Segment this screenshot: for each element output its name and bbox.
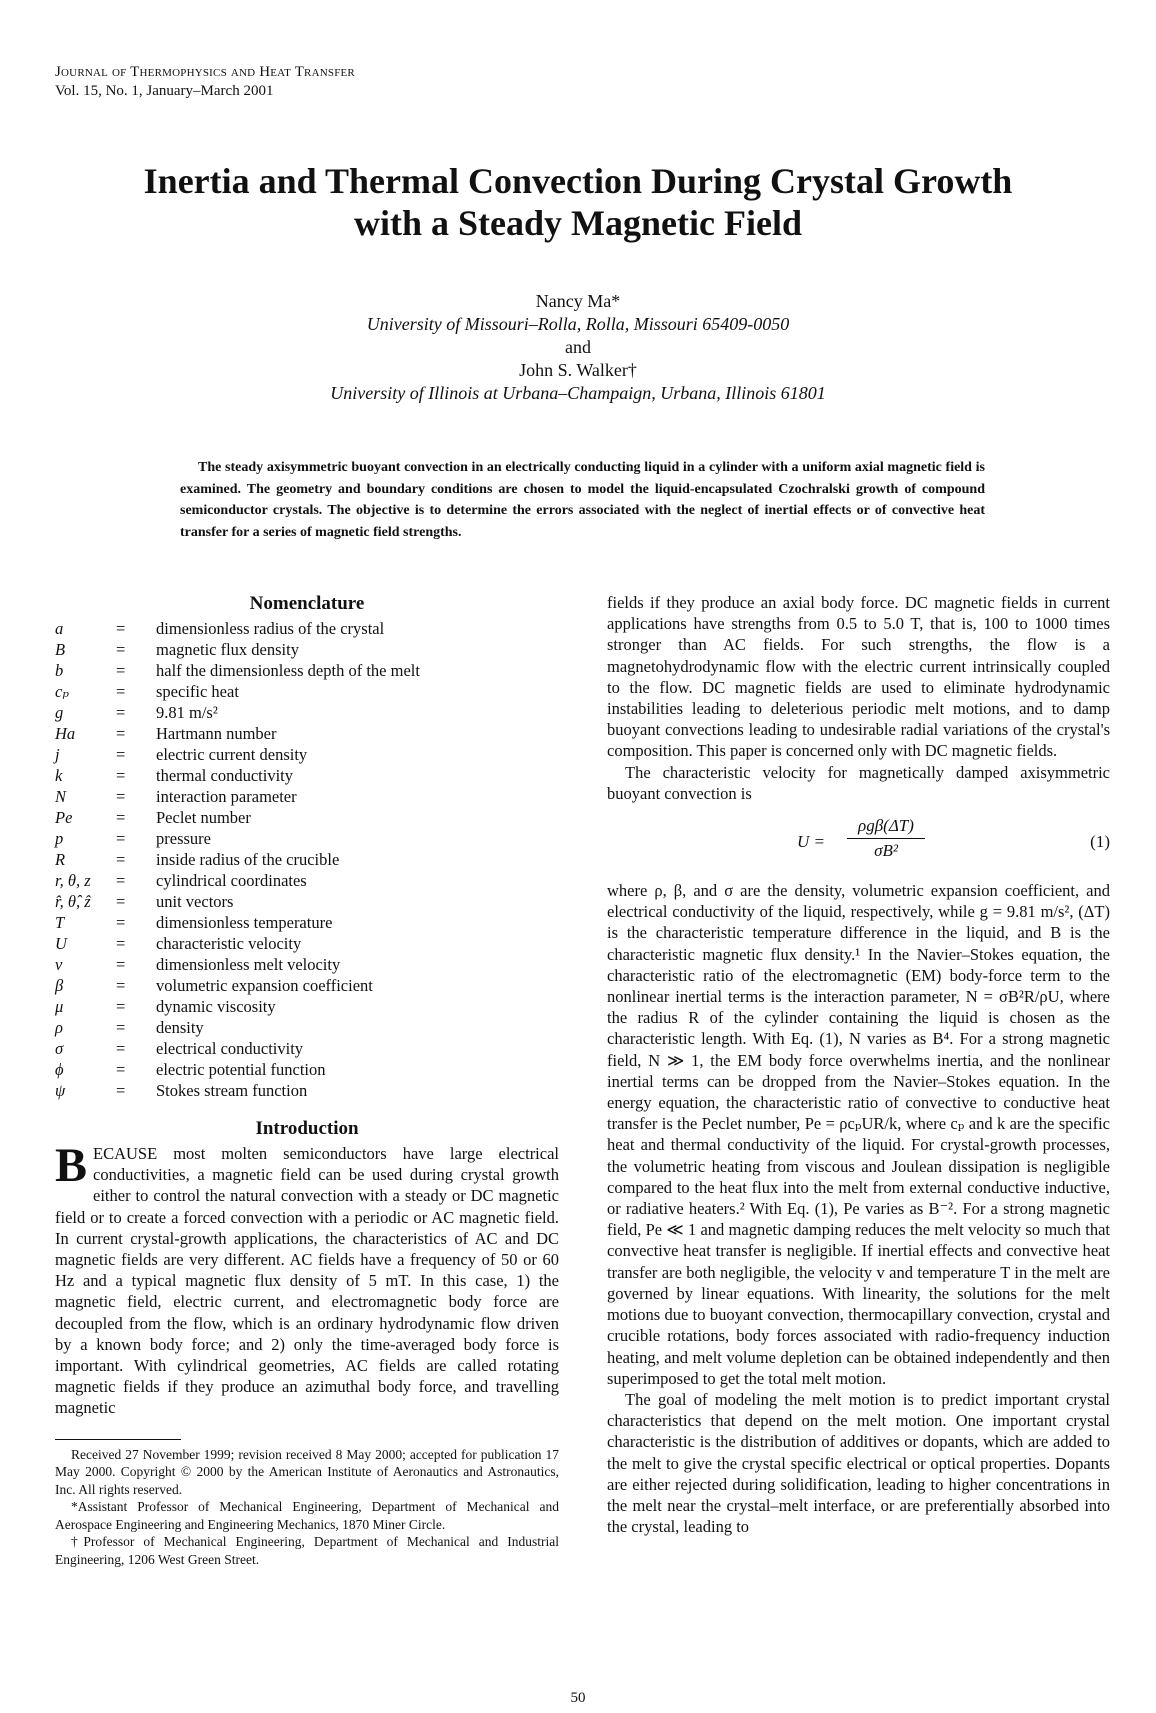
nomenclature-equals: = — [116, 619, 126, 638]
nomenclature-definition: inside radius of the crucible — [156, 850, 340, 869]
affiliation-2: University of Illinois at Urbana–Champaign, Urbana, Illinois 61801 — [330, 383, 826, 403]
nomenclature-equals: = — [116, 955, 126, 974]
nomenclature-row — [55, 1059, 420, 1080]
right-paragraph-2: The characteristic velocity for magnetically damped axisymmetric buoyant convection is — [607, 762, 1110, 803]
nomenclature-symbol: r̂, θ̂, ẑ — [55, 892, 91, 911]
introduction-paragraph — [55, 1139, 559, 1419]
nomenclature-row — [55, 1038, 420, 1059]
paper-title — [60, 160, 1096, 244]
nomenclature-row — [55, 996, 420, 1017]
nomenclature-symbol: b — [55, 661, 64, 680]
right-paragraph-4: The goal of modeling the melt motion is to predict important crystal characteristics that depend on the melt motion. One important crystal characteristic is the distribution of additives or dopants, which are added to the melt to give the crystal specific electrical or optical properties. Dopants are either rejected during solidification, leading to higher concentrations in the melt near the crystal–melt interface, or are preferentially absorbed into the crystal, leading to — [607, 1389, 1110, 1537]
nomenclature-definition: dynamic viscosity — [156, 997, 276, 1016]
nomenclature-heading: Nomenclature — [249, 593, 365, 614]
abstract-text: The steady axisymmetric buoyant convection in an electrically conducting liquid in a cylinder with a uniform axial magnetic field is examined. The geometry and boundary conditions are chosen to model the liquid-encapsulated Czochralski growth of compound semiconductor crystals. The objective is to determine the errors associated with the neglect of inertial effects or of convective heat transfer for a series of magnetic field strengths. — [180, 460, 985, 540]
nomenclature-symbol: p — [55, 829, 64, 848]
footnote-author-1: *Assistant Professor of Mechanical Engineering, Department of Mechanical and Aerospace Engineering and Engineering Mechanics, 1870 Miner Circle. — [55, 1499, 559, 1532]
abstract — [180, 457, 985, 543]
nomenclature-equals: = — [116, 1018, 126, 1037]
nomenclature-symbol: μ — [55, 997, 64, 1016]
nomenclature-row — [55, 723, 420, 744]
nomenclature-equals: = — [116, 976, 126, 995]
nomenclature-row — [55, 618, 420, 639]
nomenclature-row — [55, 639, 420, 660]
nomenclature-definition: Stokes stream function — [156, 1081, 308, 1100]
dropcap-letter: B — [55, 1139, 88, 1192]
nomenclature-symbol: B — [55, 640, 66, 659]
nomenclature-equals: = — [116, 1039, 126, 1058]
nomenclature-row — [55, 933, 420, 954]
equation-denominator: σB² — [874, 841, 898, 861]
nomenclature-row — [55, 849, 420, 870]
nomenclature-equals: = — [116, 1081, 126, 1100]
nomenclature-symbol: v — [55, 955, 63, 974]
footnote-divider — [55, 1439, 181, 1440]
nomenclature-equals: = — [116, 913, 126, 932]
nomenclature-symbol: ϕ — [55, 1060, 64, 1079]
equation-1 — [607, 816, 1110, 868]
right-paragraph-3: where ρ, β, and σ are the density, volumetric expansion coefficient, and electrical conductivity of the liquid, respectively, while g = 9.81 m/s², (ΔT) is the characteristic temperature difference in the liquid, and B is the characteristic magnetic flux density.¹ In the Navier–Stokes equation, the characteristic ratio of the electromagnetic (EM) body-force term to the nonlinear inertial terms is the interaction parameter, N = σB²R/ρU, where the radius R of the cylinder containing the liquid is chosen as the characteristic length. With Eq. (1), N varies as B⁴. For a strong magnetic field, N ≫ 1, the EM body force overwhelms inertia, and the nonlinear inertial terms can be dropped from the Navier–Stokes equation. In the energy equation, the characteristic ratio of convective to conductive heat transfer is the Peclet number, Pe = ρcₚUR/k, where cₚ and k are the specific heat and thermal conductivity of the liquid. For crystal-growth processes, the volumetric heating from viscous and Joulean dissipation is negligible compared to the heat flux into the melt from external conductive inductive, or radiative heaters.² With Eq. (1), Pe varies as B⁻². For a strong magnetic field, Pe ≪ 1 and magnetic damping reduces the melt velocity so much that convective heat transfer is negligible. If inertial effects and convective heat transfer are both negligible, the velocity v and temperature T in the melt are governed by linear equations. With linearity, the solutions for the melt motions due to buoyant convection, thermocapillary convection, crystal and crucible rotations, body forces associated with radio-frequency induction heating, and melt volume depletion can be obtained independently and then superimposed to get the total melt motion. — [607, 881, 1110, 1388]
nomenclature-equals: = — [116, 934, 126, 953]
nomenclature-symbol: g — [55, 703, 64, 722]
nomenclature-definition: interaction parameter — [156, 787, 297, 806]
nomenclature-definition: 9.81 m/s² — [156, 703, 218, 722]
author-2: John S. Walker† — [519, 360, 637, 380]
nomenclature-definition: dimensionless melt velocity — [156, 955, 341, 974]
nomenclature-symbol: ψ — [55, 1081, 66, 1100]
nomenclature-definition: characteristic velocity — [156, 934, 302, 953]
nomenclature-symbol: j — [55, 745, 60, 764]
nomenclature-equals: = — [116, 871, 126, 890]
nomenclature-equals: = — [116, 640, 126, 659]
nomenclature-equals: = — [116, 661, 126, 680]
nomenclature-definition: specific heat — [156, 682, 239, 701]
nomenclature-equals: = — [116, 850, 126, 869]
footnotes — [55, 1446, 559, 1569]
nomenclature-symbol: a — [55, 619, 64, 638]
nomenclature-row — [55, 786, 420, 807]
nomenclature-symbol: k — [55, 766, 63, 785]
footnote-author-2: †Professor of Mechanical Engineering, Department of Mechanical and Industrial Engineering, 1206 West Green Street. — [55, 1534, 559, 1567]
nomenclature-equals: = — [116, 829, 126, 848]
nomenclature-row — [55, 912, 420, 933]
nomenclature-equals: = — [116, 766, 126, 785]
nomenclature-equals: = — [116, 892, 126, 911]
nomenclature-definition: electrical conductivity — [156, 1039, 304, 1058]
nomenclature-definition: half the dimensionless depth of the melt — [156, 661, 420, 680]
nomenclature-definition: cylindrical coordinates — [156, 871, 307, 890]
affiliation-1: University of Missouri–Rolla, Rolla, Missouri 65409-0050 — [366, 314, 790, 334]
nomenclature-definition: dimensionless temperature — [156, 913, 333, 932]
introduction-heading: Introduction — [255, 1118, 359, 1139]
equation-fraction — [847, 816, 925, 861]
nomenclature-row — [55, 744, 420, 765]
nomenclature-equals: = — [116, 1060, 126, 1079]
nomenclature-symbol: N — [55, 787, 67, 806]
nomenclature-equals: = — [116, 724, 126, 743]
title-line-1: Inertia and Thermal Convection During Crystal Growth — [143, 161, 1013, 201]
nomenclature-definition: density — [156, 1018, 204, 1037]
equation-lhs: U = — [797, 832, 825, 852]
journal-volume: Vol. 15, No. 1, January–March 2001 — [55, 83, 274, 99]
nomenclature-table — [55, 618, 420, 1101]
nomenclature-definition: dimensionless radius of the crystal — [156, 619, 385, 638]
nomenclature-row — [55, 660, 420, 681]
nomenclature-row — [55, 1017, 420, 1038]
nomenclature-equals: = — [116, 787, 126, 806]
equation-numerator: ρgβ(ΔT) — [847, 816, 925, 839]
introduction-text: ECAUSE most molten semiconductors have large electrical conductivities, a magnetic field can be used during crystal growth either to control the natural convection with a steady or DC magnetic field or to create a forced convection with a periodic or AC magnetic field. In current crystal-growth applications, the characteristics of AC and DC magnetic fields are very different. AC fields have a frequency of 50 or 60 Hz and a typical magnetic flux density of 5 mT. In this case, 1) the magnetic field, electric current, and electromagnetic body force are decoupled from the flow, which is an ordinary hydrodynamic flow driven by a known body force; and 2) only the time-averaged body force is important. With cylindrical geometries, AC fields are called rotating magnetic fields if they produce an azimuthal body force, and travelling magnetic — [55, 1144, 559, 1418]
page-number: 50 — [570, 1690, 586, 1706]
left-column — [55, 592, 559, 1568]
nomenclature-definition: pressure — [156, 829, 211, 848]
nomenclature-definition: thermal conductivity — [156, 766, 294, 785]
nomenclature-row — [55, 954, 420, 975]
nomenclature-definition: volumetric expansion coefficient — [156, 976, 373, 995]
right-column — [607, 592, 1110, 1537]
journal-name: Journal of Thermophysics and Heat Transfer — [55, 64, 355, 80]
nomenclature-row — [55, 870, 420, 891]
nomenclature-definition: Peclet number — [156, 808, 251, 827]
author-1: Nancy Ma* — [535, 291, 621, 311]
nomenclature-definition: unit vectors — [156, 892, 234, 911]
nomenclature-row — [55, 702, 420, 723]
footnote-received: Received 27 November 1999; revision received 8 May 2000; accepted for publication 17 May 2000. Copyright © 2000 by the American Institute of Aeronautics and Astronautics, Inc. All rights reserved. — [55, 1446, 559, 1497]
nomenclature-row — [55, 681, 420, 702]
nomenclature-symbol: cₚ — [55, 682, 69, 701]
nomenclature-symbol: β — [55, 976, 64, 995]
nomenclature-row — [55, 1080, 420, 1101]
nomenclature-definition: electric potential function — [156, 1060, 326, 1079]
nomenclature-row — [55, 828, 420, 849]
nomenclature-symbol: ρ — [55, 1018, 63, 1037]
nomenclature-row — [55, 891, 420, 912]
nomenclature-definition: magnetic flux density — [156, 640, 299, 659]
nomenclature-symbol: Pe — [55, 808, 73, 827]
nomenclature-symbol: R — [55, 850, 66, 869]
nomenclature-symbol: Ha — [55, 724, 76, 743]
right-paragraph-1: fields if they produce an axial body force. DC magnetic fields in current applications have strengths from 0.5 to 5.0 T, that is, 100 to 1000 times stronger than AC fields. For such strengths, the flow is a magnetohydrodynamic flow with the electric current intrinsically coupled to the flow. DC magnetic fields are used to eliminate hydrodynamic instabilities leading to deleterious periodic melt motions, and to damp buoyant convections leading to undesirable radial variations of the crystal's composition. This paper is concerned only with DC magnetic fields. — [607, 593, 1110, 761]
nomenclature-equals: = — [116, 997, 126, 1016]
nomenclature-equals: = — [116, 808, 126, 827]
nomenclature-symbol: σ — [55, 1039, 64, 1058]
equation-number: (1) — [1090, 832, 1110, 852]
nomenclature-symbol: U — [55, 934, 67, 953]
nomenclature-row — [55, 807, 420, 828]
journal-header — [55, 63, 355, 101]
authors-block — [60, 290, 1096, 405]
nomenclature-equals: = — [116, 745, 126, 764]
nomenclature-definition: Hartmann number — [156, 724, 277, 743]
nomenclature-row — [55, 765, 420, 786]
nomenclature-row — [55, 975, 420, 996]
nomenclature-equals: = — [116, 703, 126, 722]
nomenclature-symbol: T — [55, 913, 65, 932]
title-line-2: with a Steady Magnetic Field — [354, 203, 802, 243]
nomenclature-equals: = — [116, 682, 126, 701]
nomenclature-symbol: r, θ, z — [55, 871, 91, 890]
and-separator: and — [565, 337, 591, 357]
nomenclature-definition: electric current density — [156, 745, 308, 764]
